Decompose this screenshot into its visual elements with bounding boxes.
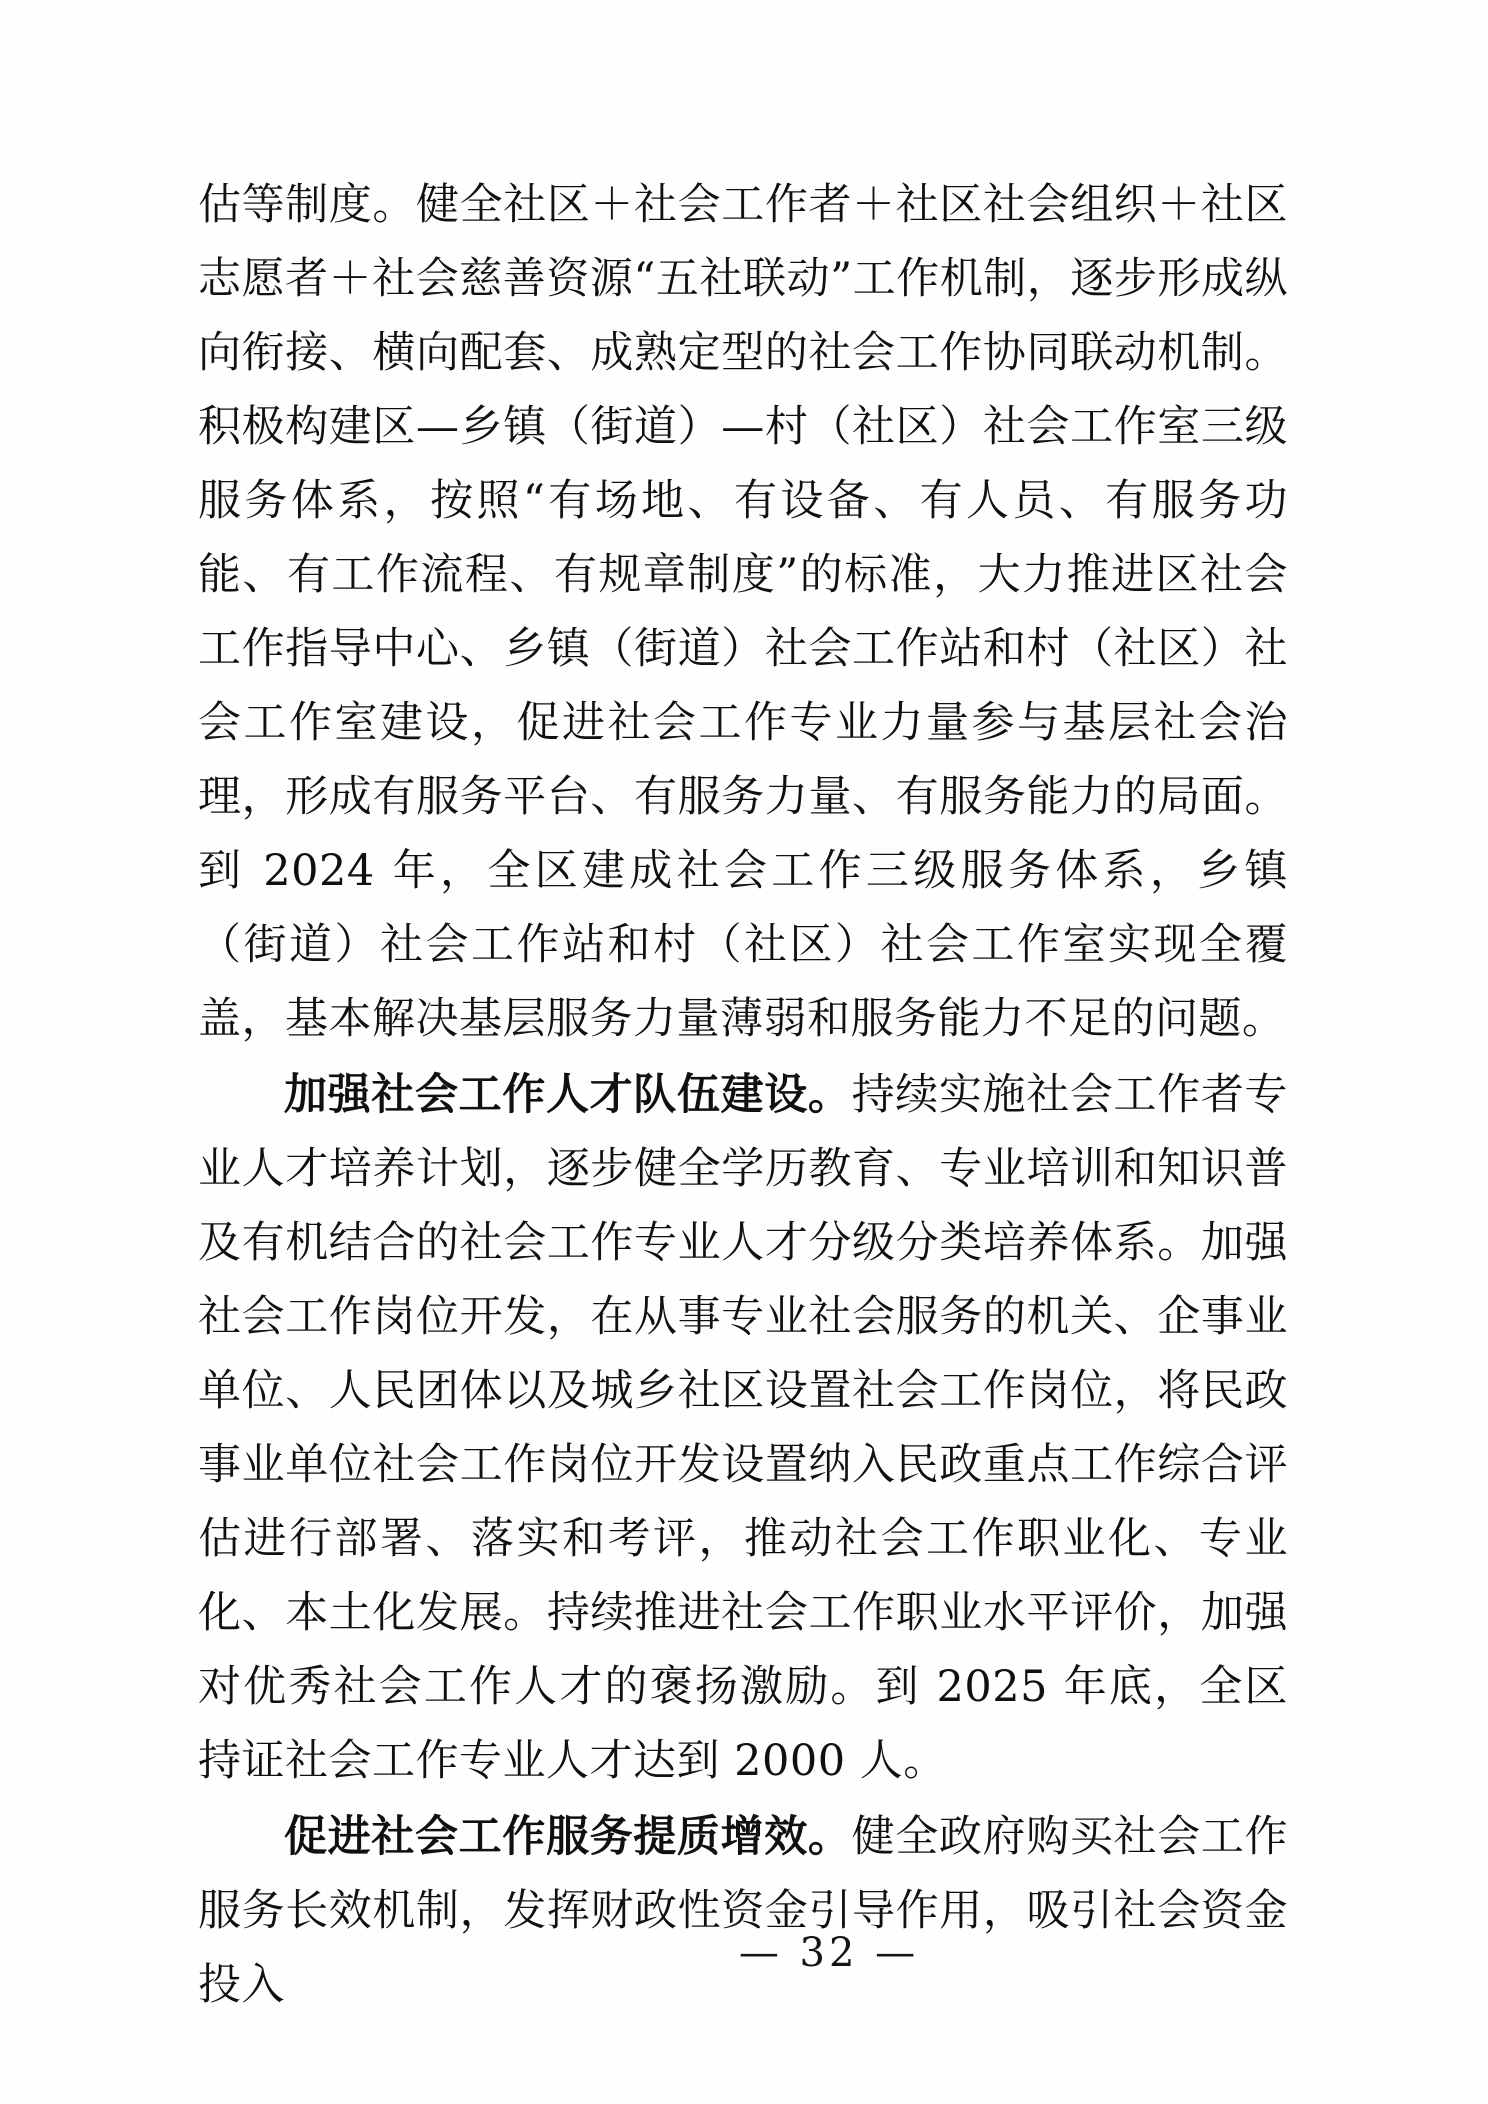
paragraph-service-quality bbox=[198, 1800, 1288, 2022]
paragraph-text: 持续实施社会工作者专业人才培养计划，逐步健全学历教育、专业培训和知识普及有机结合的社会工作专业人才分级分类培养体系。加强社会工作岗位开发，在从事专业社会服务的机关、企事业单位、人民团体以及城乡社区设置社会工作岗位，将民政事业单位社会工作岗位开发设置纳入民政重点工作综合评估进行部署、落实和考评，推动社会工作职业化、专业化、本土化发展。持续推进社会工作职业水平评价，加强对优秀社会工作人才的褒扬激励。到 2025 年底，全区持证社会工作专业人才达到 2000 人。 bbox=[198, 1070, 1289, 1786]
document-body bbox=[198, 168, 1288, 2022]
paragraph-text: 健全政府购买社会工作服务长效机制，发挥财政性资金引导作用，吸引社会资金投入 bbox=[198, 1812, 1289, 2010]
page-footer bbox=[0, 1930, 1488, 1976]
paragraph-lead-heading: 促进社会工作服务提质增效。 bbox=[284, 1812, 852, 1862]
page-number: — 32 — bbox=[738, 1930, 920, 1976]
paragraph-text: 估等制度。健全社区＋社会工作者＋社区社会组织＋社区志愿者＋社会慈善资源“五社联动”工作机制，逐步形成纵向衔接、横向配套、成熟定型的社会工作协同联动机制。积极构建区—乡镇（街道）—村（社区）社会工作室三级服务体系，按照“有场地、有设备、有人员、有服务功能、有工作流程、有规章制度”的标准，大力推进区社会工作指导中心、乡镇（街道）社会工作站和村（社区）社会工作室建设，促进社会工作专业力量参与基层社会治理，形成有服务平台、有服务力量、有服务能力的局面。到 2024 年，全区建成社会工作三级服务体系，乡镇（街道）社会工作站和村（社区）社会工作室实现全覆盖，基本解决基层服务力量薄弱和服务能力不足的问题。 bbox=[198, 180, 1288, 1044]
paragraph-continuation bbox=[198, 168, 1288, 1056]
paragraph-lead-heading: 加强社会工作人才队伍建设。 bbox=[284, 1070, 852, 1120]
paragraph-talent-team bbox=[198, 1058, 1288, 1798]
